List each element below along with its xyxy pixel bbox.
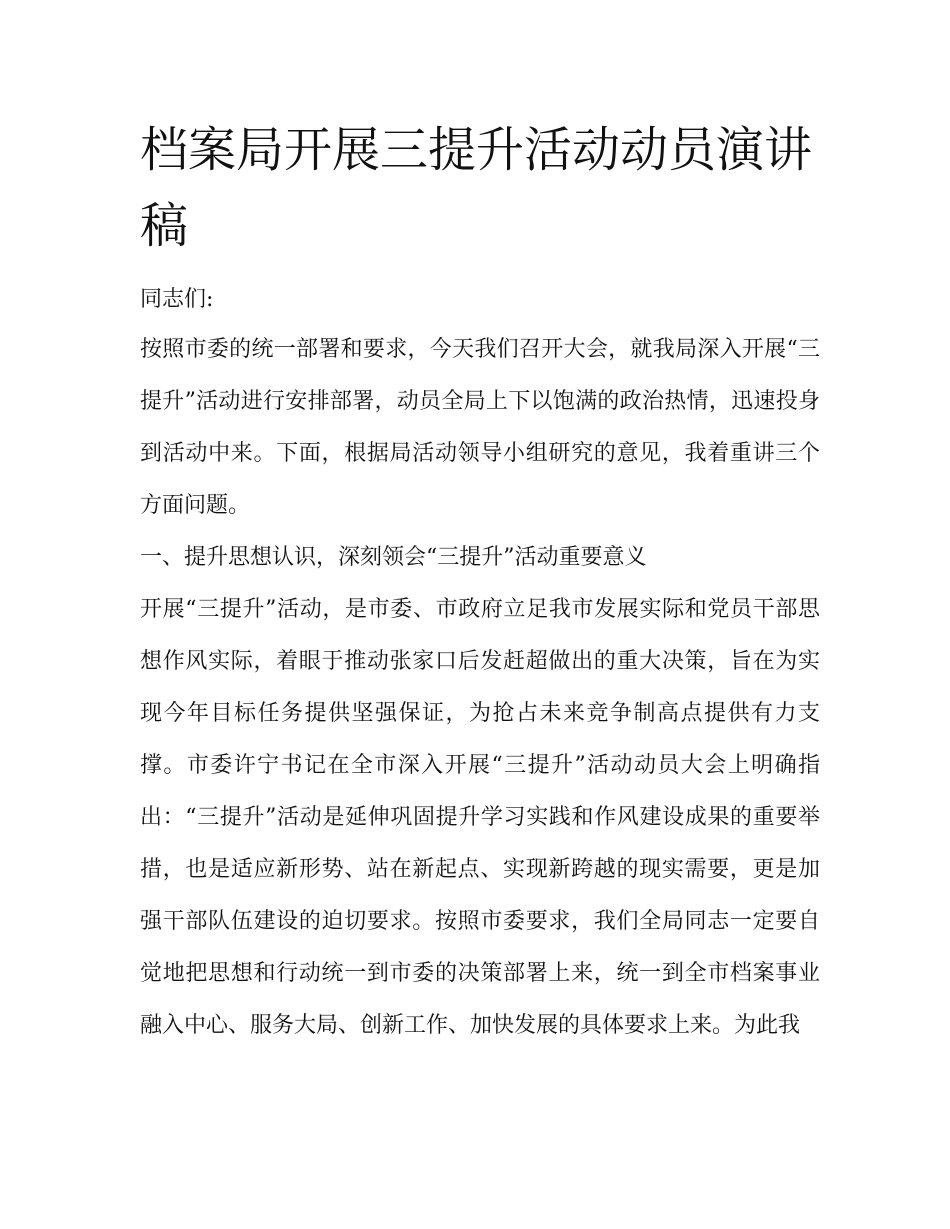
salutation: 同志们: bbox=[140, 287, 214, 312]
document-title: 档案局开展三提升活动动员演讲稿 bbox=[140, 122, 813, 254]
intro-paragraph: 按照市委的统一部署和要求，今天我们召开大会，就我局深入开展“三提升”活动进行安排部署，动员全局上下以饱满的政治热情，迅速投身到活动中来。下面，根据局活动领导小组研究的意见，我着重讲三个方面问题。 bbox=[140, 337, 820, 518]
document-body bbox=[140, 280, 820, 1052]
section-paragraph: 开展“三提升”活动，是市委、市政府立足我市发展实际和党员干部思想作风实际，着眼于推动张家口后发赶超做出的重大决策，旨在为实现今年目标任务提供坚强保证，为抢占未来竞争制高点提供有力支撑。市委许宁书记在全市深入开展“三提升”活动动员大会上明确指出：“三提升”活动是延伸巩固提升学习实践和作风建设成果的重要举措，也是适应新形势、站在新起点、实现新跨越的现实需要，更是加强干部队伍建设的迫切要求。按照市委要求，我们全局同志一定要自觉地把思想和行动统一到市委的决策部署上来，统一到全市档案事业融入中心、服务大局、创新工作、加快发展的具体要求上来。为此我 bbox=[140, 597, 820, 1038]
section-heading: 一、提升思想认识，深刻领会“三提升”活动重要意义 bbox=[140, 545, 647, 570]
